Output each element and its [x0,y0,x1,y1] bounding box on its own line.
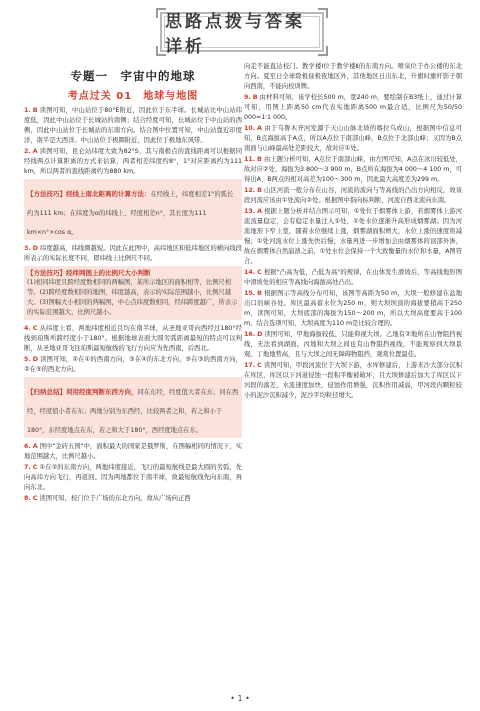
answer-item [24,106,242,146]
tip-text: 同在东经，经度值大者在东；同在西经，经度值小者在东；两地分别为东西经，比较两者之和，若之和小于180°，东经度地点在东，若之和大于180°，西经度地点在东。 [27,389,239,434]
answer-item [24,244,242,264]
tip-text: 在经线上，纬度相差1°的弧长约为111 km；在纬度为α的纬线上，经度相差n°，其长度为111 km×n°×cos α。 [27,191,234,236]
question-number: 8. [24,495,31,502]
explanation-text: 从纬度上看，两地纬度相近且均在南半球，从圣地亚哥向西经过180°经线到珀斯所跨经度小于180°。根据地球表面大圆劣弧距离最短的特点可以判断，从圣地亚哥飞往珀斯最短航线的飞行方向应为先西南，后西北。 [24,325,242,352]
answer-item [244,361,462,401]
answer-list [244,93,462,401]
question-number: 11. [244,156,256,163]
subsection-title: 考点过关 01 地球与地图 [67,91,199,102]
explanation-text: 图中"金砖五国"中，面积最大的国家是俄罗斯，在图幅相同的情况下，实地范围越大，比例尺越小。 [24,443,242,460]
tip-heading: 【方法技巧】经纬网图上的比例尺大小判断 [27,269,151,277]
question-number: 4. [24,325,31,332]
explanation-text: 读图可知，甲段河流位于大坝下游，水库修建后，上游来沙大部分沉积在库区，库区以下河道侵蚀一段积平衡被破坏，且大坝修建后加大了库区以下河段的落差，水流速度加快，侵蚀作用增强，沉积作用减弱，甲河段内颗粒较小的泥沙沉积减少，泥沙平均粒径增大。 [244,362,462,399]
answer-letter: A [257,125,263,132]
left-column [24,62,242,505]
explanation-text: 读图可知，校门位于广场的东北方向，故从广场向正西 [39,495,191,502]
tip-heading: 【归纳总结】利用经度判断东西方向， [27,388,138,396]
answer-letter: B [257,156,262,163]
answer-item [244,186,462,206]
header-banner [160,12,324,57]
answer-item [244,268,462,288]
answer-letter: C [257,362,262,369]
question-number: 9. [244,94,251,101]
question-number: 6. [24,443,31,450]
question-number: 16. [244,331,256,338]
question-number: 3. [24,245,31,252]
continued-text: 向走不能直达校门。教学楼Ⅰ位于教学楼Ⅱ的东南方向。喷泉位于办公楼的东北方向。夏至日全球除极昼极夜地区外，其他地区日出东北，升旗时旗杆影子朝向西南，不能向校训牌。 [244,63,462,90]
explanation-text: 由于乌鲁木齐河发源于天山山脉北坡的喀拉乌成山，根据图中信息可知，B点海拔高于A点，所以A点位于南部山峰，B点位于北部山峰；又因为B点南面与山峰最高处差距较大，故对应①处。 [244,125,462,152]
answer-item [24,463,242,493]
explanation-text: 读图可知，②在①的西南方向，③在④的东北方向，⑤在③的西南方向，②在⑤的西北方向。 [24,356,242,373]
explanation-text: 读图可知，昆仑站纬度大致为82°S，其与南极点的直线距离可以根据同经线两点计算距离的方式来估算，两者相差纬度约8°，1°对应距离约为111 km，所以两者的直线距离约为880 km。 [24,148,242,175]
answer-letter: C [32,495,38,502]
explanation-text: 读图可知，中山站位于80°E附近，因此位于东半球。长城站比中山站纬度低，因此中山站位于长城站的南侧；结合经度可知，长城站位于中山站的西侧，因此中山站位于长城站的东南方向。结合图中位置可知，中山站靠近印度洋，南半是大西洋。中山站位于极圈附近，因此位于极地东风带。 [24,107,242,144]
explanation-text: 纬度越高，纬线圈越短。因此在此图中，高纬地区和低纬地区的横向线段所表示的实际长度不同，即纬线上比例尺不同。 [24,245,242,262]
answer-item [24,494,242,504]
explanation-text: 由上题分析可知，A点位于南部山峰，由左图可知，A点在冰川较低处，故对应②处，海拔为3 800～3 900 m，B点所在海拔为4 000～4 100 m，可得出A、B两点的相对高差为100～300 m，因此最大高度差为299 m。 [244,156,462,183]
tip-box-summary [24,377,242,438]
answer-item [244,155,462,185]
answer-list [24,106,242,177]
answer-item [244,124,462,154]
answer-letter: B [32,107,38,114]
explanation-text: 读图可知，甲地海拔较低，只能仰视大坝。乙地有②地所在山脊阻挡视线，无法看到湖面。丙地和大坝之间也有山脊阻挡视线，不能观察到大坝景观。丁地地势高，且与大坝之间无障碍物阻挡，观赏位置最佳。 [244,331,462,358]
answer-letter: D [32,245,39,252]
answer-letter: C [32,325,38,332]
question-number: 10. [244,125,256,132]
banner-frame [164,12,320,57]
answer-item [24,147,242,177]
question-number: 14. [244,269,256,276]
answer-letter: D [257,331,263,338]
question-number: 2. [24,148,31,155]
answer-item [24,324,242,354]
right-column [244,62,462,402]
answer-item [24,442,242,462]
tip-text: (1)相同纬度且跨经度数相同的两幅图，某所示地区的面积相等，比例尺相等。(2)跨经度数相同的地图，纬度越高，表示的实际范围越小，比例尺越大。(3)图幅大小相同的两幅图，中心点纬度数相同，经纬跨度越广，所表示的实际范围越大，比例尺越小。 [27,279,238,316]
explanation-text: 根据上题分析并结合图示可知，①处位于烟雾体上游，若烟雾体上游河流流量稳定，会有稳定水量注入①处，①处水位逐渐升高形成烟雾湖；因为河流地形下窄上宽，随着水位继续上涨，烟雾湖面积增大，水位上涨的速度将减慢；①处河流水位上涨先快后慢；水量再进一步增加会由烟雾体的顶部外渗，故在烟雾体自然崩溃之前，①处水位会保持一个大致衡量的水位和水量，A图符合。 [244,208,462,265]
explanation-text: ①在②的东南方向，两地纬度接近，飞行的最短航线是最大圆的劣弧，先向高纬方向飞行，再返回。因为两地都位于南半球，故最短航线先向东南，再向东北。 [24,464,242,491]
question-number: 17. [244,362,256,369]
question-number: 7. [24,464,31,471]
answer-letter: B [252,94,258,101]
answer-item [244,289,462,329]
answer-letter: D [32,356,39,363]
answer-item [244,207,462,267]
page-number: • 1 • [230,694,250,703]
answer-letter: C [32,464,38,471]
answer-letter: B [257,187,262,194]
answer-item [244,330,462,360]
tip-box-method [24,179,242,240]
tip-box-scale [24,266,242,320]
tip-heading: 【方法技巧】经线上南北距离的计算方法： [27,190,151,198]
section-title: 专题一 宇宙中的地球 [70,69,196,83]
answer-letter: A [32,443,38,450]
page-title: 思路点拨与答案详析 [165,12,305,57]
explanation-text: 根据"凸高为低，凸低为高"的规律，在山体发生滑坡后，等高线地形图中滑坡处的相应等高线向海拔高处凸出。 [244,269,462,286]
answer-letter: A [32,148,38,155]
question-number: 5. [24,356,31,363]
question-number: 13. [244,208,256,215]
explanation-text: 由材料可知，该学校长500 m，宽240 m，要绘制在B3纸上，通过计算可知，用图上距离50 cm代表实地距离500 m最合适，比例尺为50/50 000=1∶1 000。 [244,94,462,121]
question-number: 1. [24,107,31,114]
explanation-text: 山区河流一般分布在山谷，河流的流向与等高线的凸出方向相反，故该段河流应该由①处流向②处。根据图中指向标判断，河流自西北流向东南。 [244,187,462,204]
answer-letter: A [257,208,263,215]
question-number: 15. [244,290,256,297]
question-number: 12. [244,187,256,194]
answer-list [24,442,242,504]
answer-item [244,93,462,123]
answer-list [24,244,242,264]
answer-letter: C [257,269,262,276]
answer-list [24,324,242,375]
answer-letter: B [257,290,262,297]
answer-item [24,355,242,375]
explanation-text: 根据图示等高线分布可知，该图等高距为50 m，大坝一般修建在盆地出口的峡谷处。库区最高蓄水位为250 m，则大坝坝顶的海拔要稍高于250 m，读图可知，大坝底部的海拔为150～200 m，所以大坝高度要高于100 m，结合选项可知，大坝高度为110 m是比较合理的。 [244,290,462,327]
